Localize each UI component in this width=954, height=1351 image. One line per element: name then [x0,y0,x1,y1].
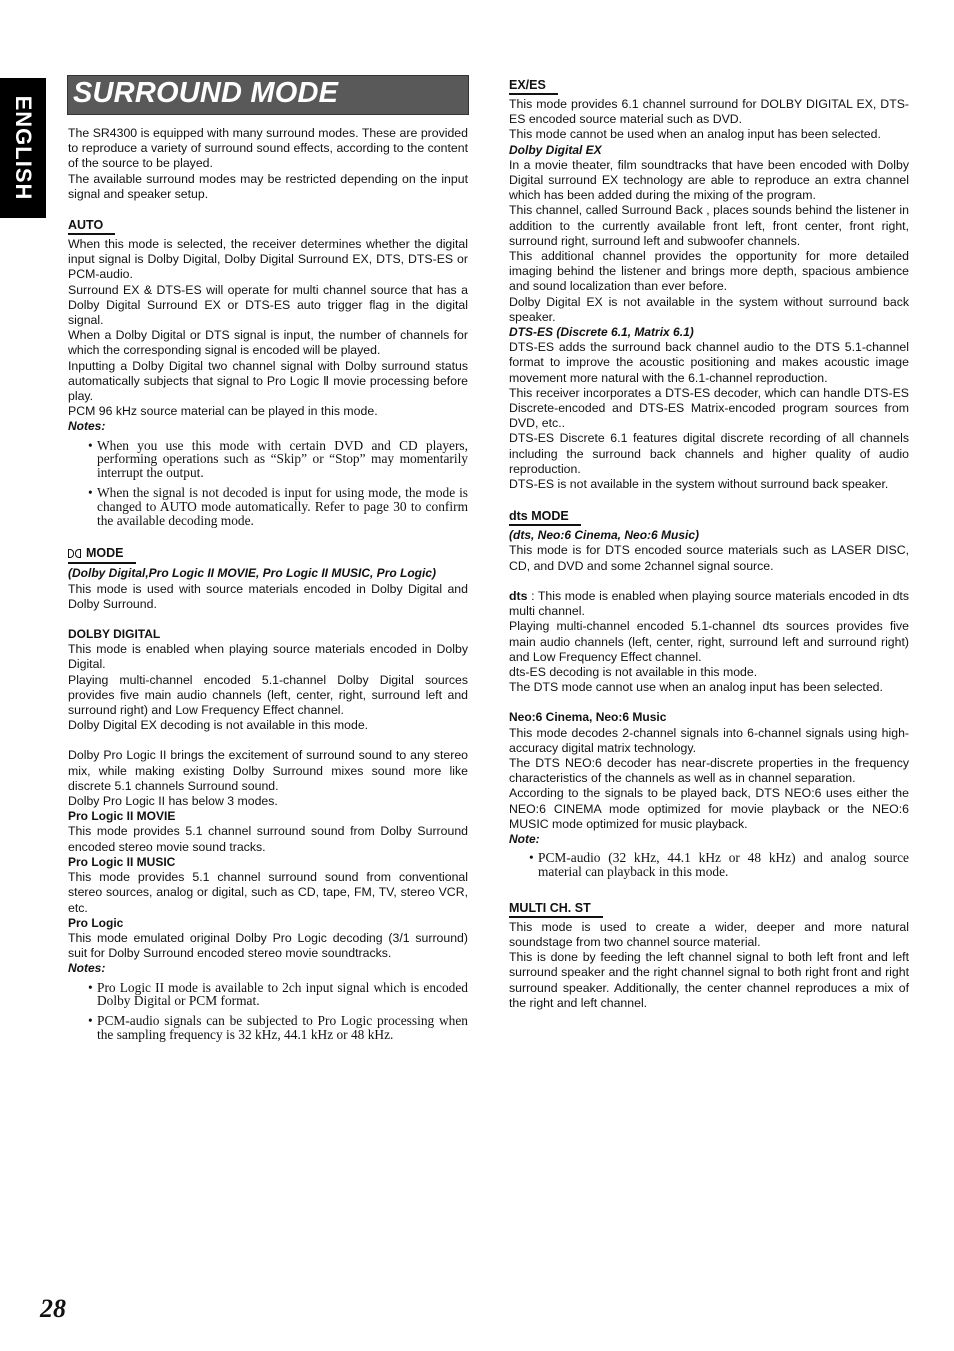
dtses-heading: DTS-ES (Discrete 6.1, Matrix 6.1) [509,325,694,340]
page-title-banner [67,75,469,115]
exes-heading: EX/ES [509,78,558,95]
dolby-note: • Pro Logic II mode is available to 2ch input signal which is encoded Dolby Digital or PCM format. [88,981,468,1009]
dolby-mode-subtitle: (Dolby Digital,Pro Logic II MOVIE, Pro Logic II MUSIC, Pro Logic) [68,566,437,581]
exes-intro: This mode cannot be used when an analog input has been selected. [509,127,881,142]
exes-intro: This mode provides 6.1 channel surround for DOLBY DIGITAL EX, DTS-ES encoded source material such as DVD. [509,97,909,127]
dolby-double-d-icon [68,547,82,562]
dts-paragraph: The DTS mode cannot use when an analog input has been selected. [509,680,883,695]
dolby-note: • PCM-audio signals can be subjected to Pro Logic processing when the sampling frequency is 32 kHz, 44.1 kHz or 48 kHz. [88,1014,468,1042]
pro-logic-text: This mode emulated original Dolby Pro Logic decoding (3/1 surround) suit for Dolby Surround encoded stereo movie soundtracks. [68,930,468,961]
ddex-paragraph: Dolby Digital EX is not available in the system without surround back speaker. [509,294,909,324]
dts-paragraph [509,589,909,619]
intro-paragraph: The available surround modes may be restricted depending on the input signal and speaker setup. [68,171,468,201]
neo6-paragraph: The DTS NEO:6 decoder has near-discrete properties in the frequency characteristics of the channels as well as in channel separation. [509,755,909,786]
auto-note: • When you use this mode with certain DVD and CD players, performing operations such as “Skip” or “Stop” may momentarily interrupt the output. [88,439,468,480]
dtses-paragraph: This receiver incorporates a DTS-ES decoder, which can handle DTS-ES Discrete-encoded and DTS-ES Matrix-encoded program sources from DVD, etc.. [509,385,909,431]
ddex-paragraph: This channel, called Surround Back , places sounds behind the listener in addition to the currently available front left, front center, front right, surround right, surround left and subwoofer channels. [509,203,909,248]
pl2-movie-heading: Pro Logic II MOVIE [68,809,176,824]
page-number: 28 [40,1294,66,1323]
multi-ch-st-paragraph: This mode is used to create a wider, deeper and more natural soundstage from two channel source material. [509,919,909,949]
ddex-paragraph: In a movie theater, film soundtracks that have been encoded with Dolby Digital surround EX technology are able to reproduce an extra channel which has been added during the mixing of the program. [509,157,909,203]
dtses-paragraph: DTS-ES Discrete 6.1 features digital discrete recording of all channels including the surround back channels and higher quality of audio reproduction. [509,431,909,476]
dts-note: • PCM-audio (32 kHz, 44.1 kHz or 48 kHz) and analog source material can playback in this mode. [529,851,909,879]
auto-heading: AUTO [68,218,115,235]
dolby-digital-paragraph: This mode is enabled when playing source materials encoded in Dolby Digital. [68,642,468,672]
dolby-digital-paragraph: Dolby Digital EX decoding is not available in this mode. [68,718,369,733]
multi-ch-st-paragraph: This is done by feeding the left channel signal to both left front and left surround speaker and the right channel signal to both right front and right surround speaker. Additionally, the center channel reproduces a mix of the right and left channel. [509,950,909,1010]
auto-notes-label: Notes: [68,419,106,434]
intro-paragraph: The SR4300 is equipped with many surround modes. These are provided to reproduce a variety of surround sound effects, according to the content of the source to be played. [68,126,468,171]
dtses-paragraph: DTS-ES adds the surround back channel audio to the DTS 5.1-channel format to improve the acoustic positioning and makes acoustic image movement more natural with the 6.1-channel reproduction. [509,340,909,385]
dts-paragraph: dts-ES decoding is not available in this mode. [509,664,758,679]
auto-note: • When the signal is not decoded is input for using mode, the mode is changed to AUTO mode automatically. Refer to page 30 to confirm the available decoding mode. [88,486,468,527]
dolby-notes-label: Notes: [68,961,106,976]
auto-paragraph: Inputting a Dolby Digital two channel signal with Dolby surround status automatically subjects that signal to Pro Logic Ⅱ movie processing before play. [68,358,468,404]
ddex-paragraph: This additional channel provides the opportunity for more detailed imaging behind the listener and brings more depth, spacious ambience and sound localization than ever before. [509,249,909,294]
dolby-mode-heading-label: MODE [86,546,124,561]
left-column [68,126,468,1048]
auto-paragraph: When this mode is selected, the receiver determines whether the digital input signal is Dolby Digital, Dolby Digital Surround EX, DTS, DTS-ES or PCM-audio. [68,237,468,282]
dolby-mode-heading [68,546,136,564]
side-tab-label: ENGLISH [11,95,36,201]
pl2-music-text: This mode provides 5.1 channel surround sound from conventional stereo sources, analog or digital, such as CD, tape, FM, TV, stereo VCR, etc. [68,870,468,915]
dts-mode-subtitle: (dts, Neo:6 Cinema, Neo:6 Music) [509,528,700,543]
pro-logic-paragraph: Dolby Pro Logic II brings the excitement of surround sound to any stereo mix, while making existing Dolby Surround mixes sound more like discrete 5.1 channels Surround sound. [68,748,468,793]
dolby-notes-list [68,981,468,1042]
ddex-heading: Dolby Digital EX [509,142,602,157]
auto-paragraph: Surround EX & DTS-ES will operate for multi channel source that has a Dolby Digital Surround EX or DTS-ES auto trigger flag in the digital signal. [68,282,468,328]
dts-label: dts [509,588,528,603]
right-column [509,78,909,1011]
dts-paragraph: Playing multi-channel encoded 5.1-channel dts sources provides five main audio channels (left, center, right, surround left and surround right) and Low Frequency Effect channel. [509,619,909,664]
pl2-movie-text: This mode provides 5.1 channel surround sound from Dolby Surround encoded stereo movie sound tracks. [68,824,468,854]
page-title: SURROUND MODE [73,77,339,109]
dolby-digital-heading: DOLBY DIGITAL [68,627,161,642]
dts-note-label: Note: [509,831,540,846]
dts-mode-heading: dts MODE [509,509,581,526]
language-side-tab [0,78,46,218]
auto-paragraph: PCM 96 kHz source material can be played in this mode. [68,404,378,419]
pro-logic-heading: Pro Logic [68,915,124,930]
pro-logic-paragraph: Dolby Pro Logic II has below 3 modes. [68,794,278,809]
neo6-paragraph: This mode decodes 2-channel signals into 6-channel signals using high-accuracy digital matrix technology. [509,725,909,755]
dts-mode-intro: This mode is for DTS encoded source materials such as LASER DISC, CD, and DVD and some 2channel signal source. [509,543,909,573]
dts-notes-list [509,851,909,879]
neo6-paragraph: According to the signals to be played back, DTS NEO:6 uses either the NEO:6 CINEMA mode optimized for movie playback or the NEO:6 MUSIC mode optimized for music playback. [509,786,909,831]
neo6-heading: Neo:6 Cinema, Neo:6 Music [509,710,667,725]
auto-paragraph: When a Dolby Digital or DTS signal is input, the number of channels for which the corresponding signal is encoded will be played. [68,328,468,358]
dtses-paragraph: DTS-ES is not available in the system without surround back speaker. [509,477,889,492]
dolby-mode-intro: This mode is used with source materials encoded in Dolby Digital and Dolby Surround. [68,581,468,611]
auto-notes-list [68,439,468,528]
dolby-digital-paragraph: Playing multi-channel encoded 5.1-channel Dolby Digital sources provides five main audio channels (left, center, right, surround left and surround right) and Low Frequency Effect channel. [68,672,468,718]
pl2-music-heading: Pro Logic II MUSIC [68,854,176,869]
multi-ch-st-heading: MULTI CH. ST [509,901,603,918]
dts-label-text: : This mode is enabled when playing source materials encoded in dts multi channel. [509,588,909,619]
